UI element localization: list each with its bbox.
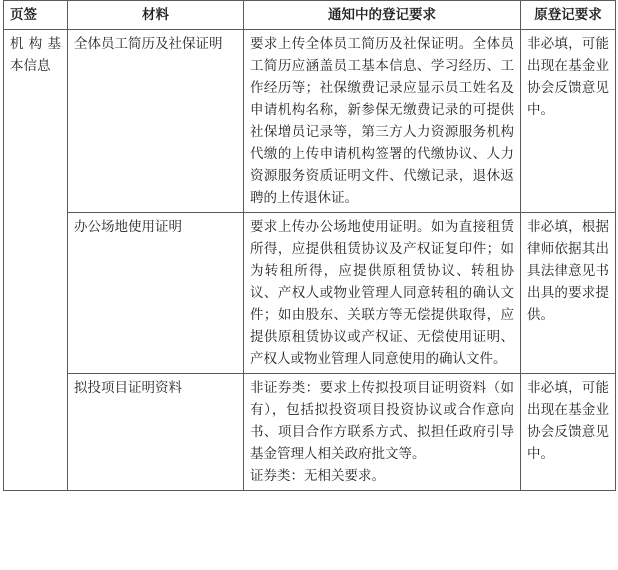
table-row <box>4 213 616 374</box>
requirement-text-securities: 证券类：无相关要求。 <box>250 468 385 484</box>
requirement-cell <box>244 213 521 374</box>
original-requirement-cell: 非必填，根据律师依据其出具法律意见书出具的要求提供。 <box>521 213 616 374</box>
table-row <box>4 30 616 213</box>
material-cell: 办公场地使用证明 <box>68 213 244 374</box>
registration-requirements-table <box>3 0 616 491</box>
header-requirement: 通知中的登记要求 <box>244 1 521 30</box>
header-material: 材料 <box>68 1 244 30</box>
section-cell: 机构基本信息 <box>4 30 68 491</box>
original-requirement-cell: 非必填，可能出现在基金业协会反馈意见中。 <box>521 30 616 213</box>
requirement-cell <box>244 374 521 491</box>
requirement-text: 要求上传全体员工简历及社保证明。全体员工简历应涵盖员工基本信息、学习经历、工作经历等；社保缴费记录应显示员工姓名及申请机构名称，新参保无缴费记录的可提供社保增员记录等，第三方人力资源服务机构代缴的上传申请机构签署的代缴协议、人力资源服务资质证明文件、代缴记录，退休返聘的上传退休证。 <box>250 36 514 206</box>
material-cell: 拟投项目证明资料 <box>68 374 244 491</box>
header-row <box>4 1 616 30</box>
requirement-text-non-securities: 非证券类：要求上传拟投项目证明资料（如有），包括拟投资项目投资协议或合作意向书、项目合作方联系方式、拟担任政府引导基金管理人相关政府批文等。 <box>250 380 514 462</box>
header-page: 页签 <box>4 1 68 30</box>
material-cell: 全体员工简历及社保证明 <box>68 30 244 213</box>
requirement-cell <box>244 30 521 213</box>
header-original: 原登记要求 <box>521 1 616 30</box>
table-row <box>4 374 616 491</box>
requirement-text: 要求上传办公场地使用证明。如为直接租赁所得，应提供租赁协议及产权证复印件；如为转租所得，应提供原租赁协议、转租协议、产权人或物业管理人同意转租的确认文件；如由股东、关联方等无偿提供取得，应提供原租赁协议或产权证、无偿使用证明、产权人或物业管理人同意使用的确认文件。 <box>250 219 514 367</box>
original-requirement-cell: 非必填，可能出现在基金业协会反馈意见中。 <box>521 374 616 491</box>
